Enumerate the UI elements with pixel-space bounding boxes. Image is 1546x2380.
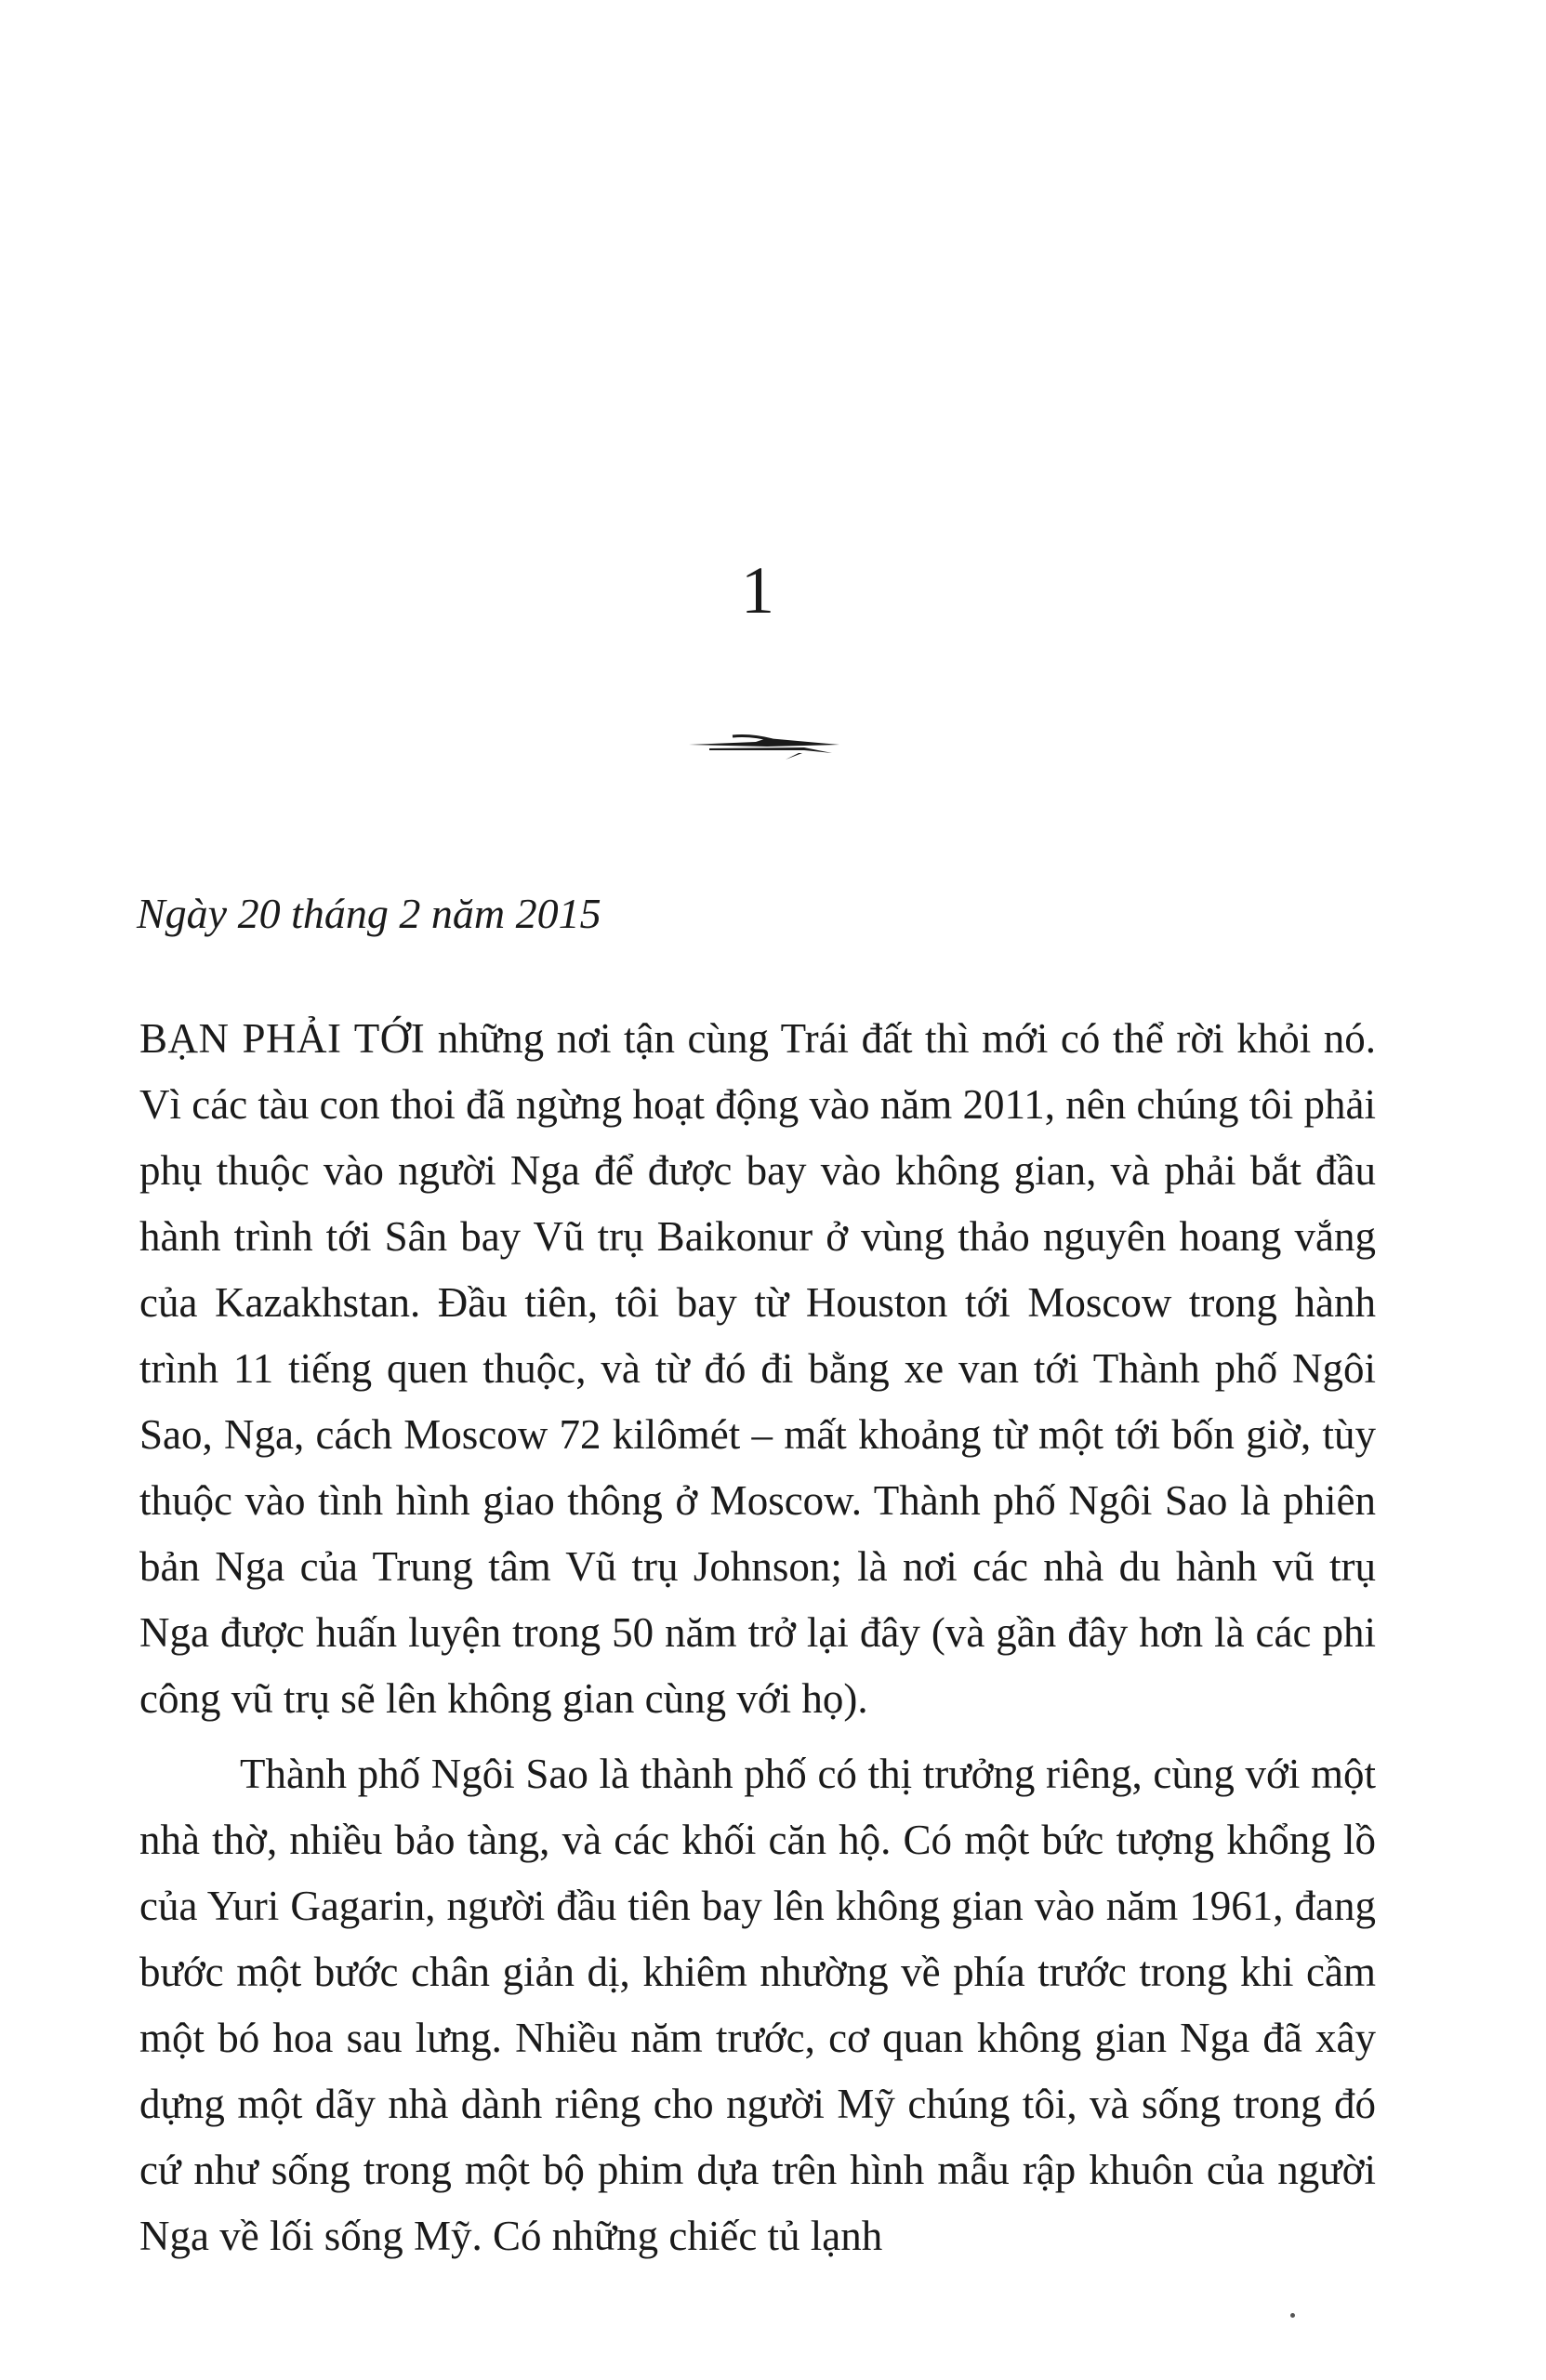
paragraph-2-text: Thành phố Ngôi Sao là thành phố có thị trưởng riêng, cùng với một nhà thờ, nhiều bảo tàng, và các khối căn hộ. Có một bức tượng khổng lồ của Yuri Gagarin, người đầu tiên bay lên không gian vào năm 1961, đang bước một bước chân giản dị, khiêm nhường về phía trước trong khi cầm một bó hoa sau lưng. Nhiều năm trước, cơ quan không gian Nga đã xây dựng một dãy nhà dành riêng cho người Mỹ chúng tôi, và sống trong đó cứ như sống trong một bộ phim dựa trên hình mẫu rập khuôn của người Nga về lối sống Mỹ. Có những chiếc tủ lạnh [139,1751,1376,2259]
page-speck [1290,2313,1295,2318]
body-text [139,1006,1376,2269]
paragraph-opening-caps: BẠN PHẢI TỚI [139,1015,426,1062]
swash-ornament-icon [681,716,849,772]
paragraph-2 [139,1741,1376,2269]
paragraph-1 [139,1006,1376,1732]
entry-date: Ngày 20 tháng 2 năm 2015 [137,890,601,937]
paragraph-1-text: những nơi tận cùng Trái đất thì mới có thể rời khỏi nó. Vì các tàu con thoi đã ngừng hoạt động vào năm 2011, nên chúng tôi phải phụ thuộc vào người Nga để được bay vào không gian, và phải bắt đầu hành trình tới Sân bay Vũ trụ Baikonur ở vùng thảo nguyên hoang vắng của Kazakhstan. Đầu tiên, tôi bay từ Houston tới Moscow trong hành trình 11 tiếng quen thuộc, và từ đó đi bằng xe van tới Thành phố Ngôi Sao, Nga, cách Moscow 72 kilômét – mất khoảng từ một tới bốn giờ, tùy thuộc vào tình hình giao thông ở Moscow. Thành phố Ngôi Sao là phiên bản Nga của Trung tâm Vũ trụ Johnson; là nơi các nhà du hành vũ trụ Nga được huấn luyện trong 50 năm trở lại đây (và gần đây hơn là các phi công vũ trụ sẽ lên không gian cùng với họ). [139,1015,1376,1722]
chapter-number: 1 [741,553,774,628]
